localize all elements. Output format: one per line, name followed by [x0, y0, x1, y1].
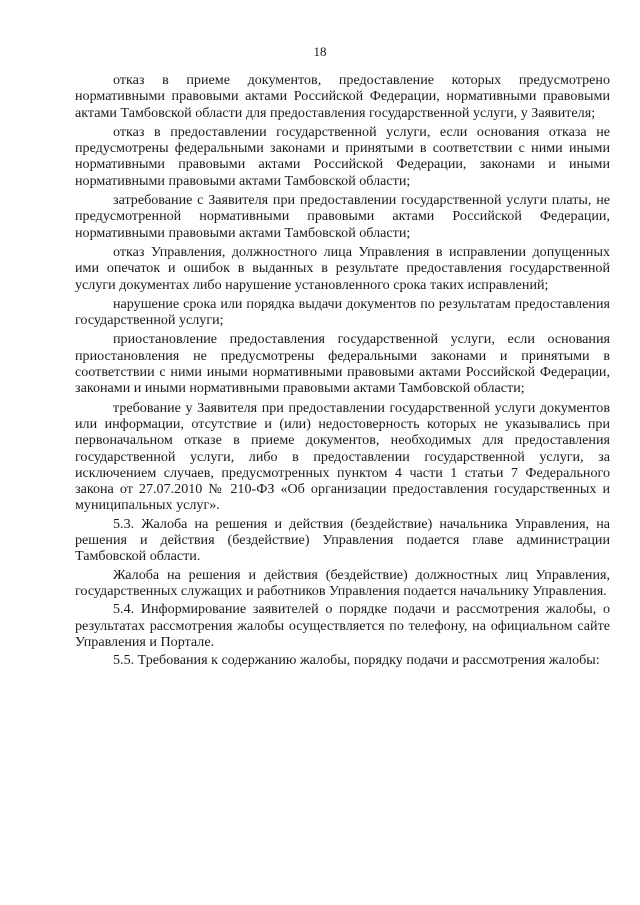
page-number: 18: [313, 44, 327, 59]
paragraph-refusal-service: отказ в предоставлении государственной услуги, если основания отказа не предусмотрены федеральными законами и принятыми в соответствии с ними иными нормативными правовыми актами Российской Федерации, законами и иными нормативными правовыми актами Тамбовской области;: [75, 123, 610, 189]
paragraph-clause-5-3: 5.3. Жалоба на решения и действия (бездействие) начальника Управления, на решения и действия (бездействие) Управления подается главе администрации Тамбовской области.: [75, 515, 610, 565]
paragraph-clause-5-4: 5.4. Информирование заявителей о порядке подачи и рассмотрения жалобы, о результатах рассмотрения жалобы осуществляется по телефону, на официальном сайте Управления и Портале.: [75, 601, 610, 650]
paragraph-clause-5-5: 5.5. Требования к содержанию жалобы, порядку подачи и рассмотрения жалобы:: [113, 652, 600, 669]
paragraph-correction-refusal: отказ Управления, должностного лица Управления в исправлении допущенных ими опечаток и ошибок в выданных в результате предоставления государственной услуги документах либо нарушение установленного срока таких исправлений;: [75, 243, 610, 293]
paragraph-fee-demand: затребование с Заявителя при предоставлении государственной услуги платы, не предусмотренной нормативными правовыми актами Российской Федерации, нормативными правовыми актами Тамбовской области;: [75, 192, 610, 241]
paragraph-suspension: приостановление предоставления государственной услуги, если основания приостановления не предусмотрены федеральными законами и принятыми в соответствии с ними иными нормативными правовыми актами Российской Федерации, законами и иными нормативными правовыми актами Тамбовской области;: [75, 331, 610, 397]
paragraph-refusal-documents: отказ в приеме документов, предоставление которых предусмотрено нормативными правовыми актами Российской Федерации, нормативными правовыми актами Тамбовской области для предоставления государственной услуги, у Заявителя;: [75, 72, 610, 121]
paragraph-document-requirement: требование у Заявителя при предоставлении государственной услуги документов или информации, отсутствие и (или) недостоверность которых не указывались при первоначальном отказе в приеме документов, необходимых для предоставления государственной услуги, либо в предоставлении государственной услуги, за исключением случаев, предусмотренных пунктом 4 части 1 статьи 7 Федерального закона от 27.07.2010 № 210-ФЗ «Об организации предоставления государственных и муниципальных услуг».: [75, 399, 610, 514]
document-body: [75, 72, 610, 668]
paragraph-issuance-violation: нарушение срока или порядка выдачи документов по результатам предоставления государственной услуги;: [75, 295, 610, 329]
paragraph-complaint-officials: Жалоба на решения и действия (бездействие) должностных лиц Управления, государственных служащих и работников Управления подается начальнику Управления.: [75, 566, 610, 599]
